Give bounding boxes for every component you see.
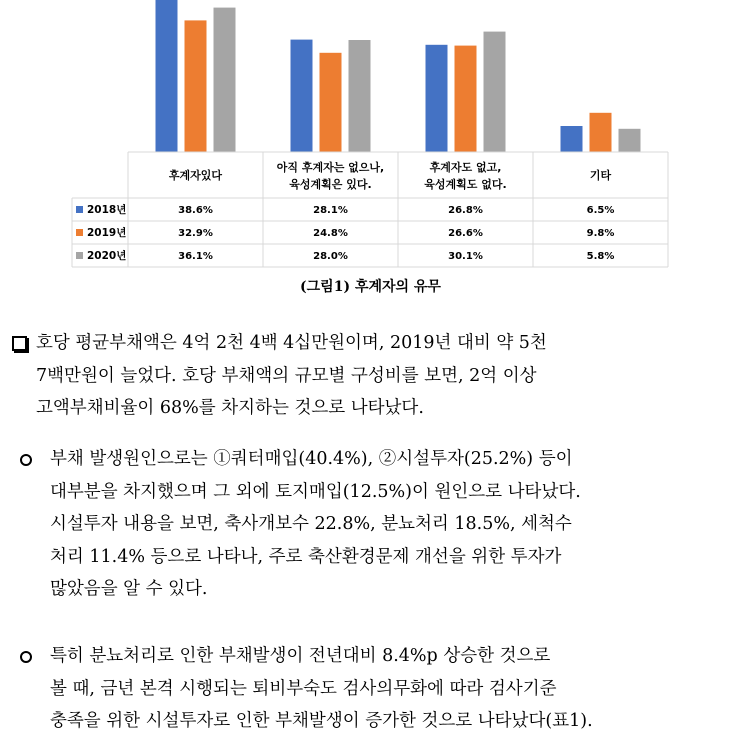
data-label-2-1: 28.0% xyxy=(313,251,348,262)
figure-caption: (그림1) 후계자의 유무 xyxy=(300,279,441,295)
paragraph-line xyxy=(0,541,741,574)
paragraph-text: 볼 때, 금년 본격 시행되는 퇴비부숙도 검사의무화에 따라 검사기준 xyxy=(50,678,557,699)
paragraph-line xyxy=(0,360,741,393)
legend-label-2: 2020년 xyxy=(87,250,127,262)
bar-2-3 xyxy=(619,129,641,152)
circle-bullet-icon xyxy=(20,454,32,466)
bar-0-2 xyxy=(426,45,448,152)
data-label-0-1: 28.1% xyxy=(313,205,348,216)
bar-1-2 xyxy=(455,46,477,152)
data-label-0-0: 38.6% xyxy=(178,205,213,216)
data-label-1-2: 26.6% xyxy=(448,228,483,239)
paragraph-line xyxy=(0,673,741,706)
bar-1-3 xyxy=(590,113,612,152)
paragraph-2 xyxy=(0,640,741,738)
paragraph-text: 고액부채비율이 68%를 차지하는 것으로 나타났다. xyxy=(36,398,424,418)
data-label-1-3: 9.8% xyxy=(586,228,615,239)
paragraph-text: 대부분을 차지했으며 그 외에 토지매입(12.5%)이 원인으로 나타났다. xyxy=(50,481,581,502)
paragraph-text: 부채 발생원인으로는 ①쿼터매입(40.4%), ②시설투자(25.2%) 등이 xyxy=(50,449,573,469)
data-label-0-2: 26.8% xyxy=(448,205,483,216)
square-bullet-icon xyxy=(12,336,27,351)
paragraph-line xyxy=(0,640,741,673)
paragraph-line xyxy=(0,327,741,360)
paragraph-line xyxy=(0,476,741,509)
data-label-2-0: 36.1% xyxy=(178,251,213,262)
legend-label-1: 2019년 xyxy=(87,227,127,239)
paragraph-1 xyxy=(0,443,741,606)
legend-key-0 xyxy=(76,206,83,213)
bar-2-1 xyxy=(349,40,371,152)
circle-bullet-icon xyxy=(20,651,32,663)
paragraph-line xyxy=(0,392,741,425)
chart-area xyxy=(0,0,741,275)
paragraph-text: 충족을 위한 시설투자로 인한 부채발생이 증가한 것으로 나타났다(표1). xyxy=(50,711,593,731)
paragraph-0 xyxy=(0,327,741,425)
bar-2-0 xyxy=(214,8,236,152)
category-label-1: 아직 후계자는 없으나, 육성계획은 있다. xyxy=(276,161,385,191)
paragraph-text: 처리 11.4% 등으로 나타나, 주로 축산환경문제 개선을 위한 투자가 xyxy=(50,546,562,567)
paragraph-line xyxy=(0,508,741,541)
bar-chart xyxy=(0,0,741,275)
data-label-1-0: 32.9% xyxy=(178,228,213,239)
legend-key-2 xyxy=(76,252,83,259)
data-label-2-3: 5.8% xyxy=(586,251,615,262)
data-label-1-1: 24.8% xyxy=(313,228,348,239)
category-label-0: 후계자있다 xyxy=(168,169,223,182)
paragraph-text: 시설투자 내용을 보면, 축사개보수 22.8%, 분뇨처리 18.5%, 세척수 xyxy=(50,514,572,534)
paragraph-line xyxy=(0,443,741,476)
paragraph-line xyxy=(0,573,741,606)
legend-key-1 xyxy=(76,229,83,236)
paragraph-text: 특히 분뇨처리로 인한 부채발생이 전년대비 8.4%p 상승한 것으로 xyxy=(50,646,551,666)
category-label-3: 기타 xyxy=(589,169,612,182)
paragraph-text: 많았음을 알 수 있다. xyxy=(50,579,208,599)
paragraph-text: 7백만원이 늘었다. 호당 부채액의 규모별 구성비를 보면, 2억 이상 xyxy=(36,365,537,386)
data-label-2-2: 30.1% xyxy=(448,251,483,262)
paragraph-text: 호당 평균부채액은 4억 2천 4백 4십만원이며, 2019년 대비 약 5천 xyxy=(36,333,547,353)
bar-1-1 xyxy=(320,53,342,152)
bar-2-2 xyxy=(484,32,506,152)
legend-label-0: 2018년 xyxy=(87,204,127,216)
category-label-2: 후계자도 없고, 육성계획도 없다. xyxy=(424,161,507,191)
bar-0-3 xyxy=(561,126,583,152)
paragraph-line xyxy=(0,705,741,738)
bar-0-1 xyxy=(291,40,313,152)
bar-1-0 xyxy=(185,20,207,152)
data-label-0-3: 6.5% xyxy=(586,205,615,216)
bar-0-0 xyxy=(156,0,178,152)
